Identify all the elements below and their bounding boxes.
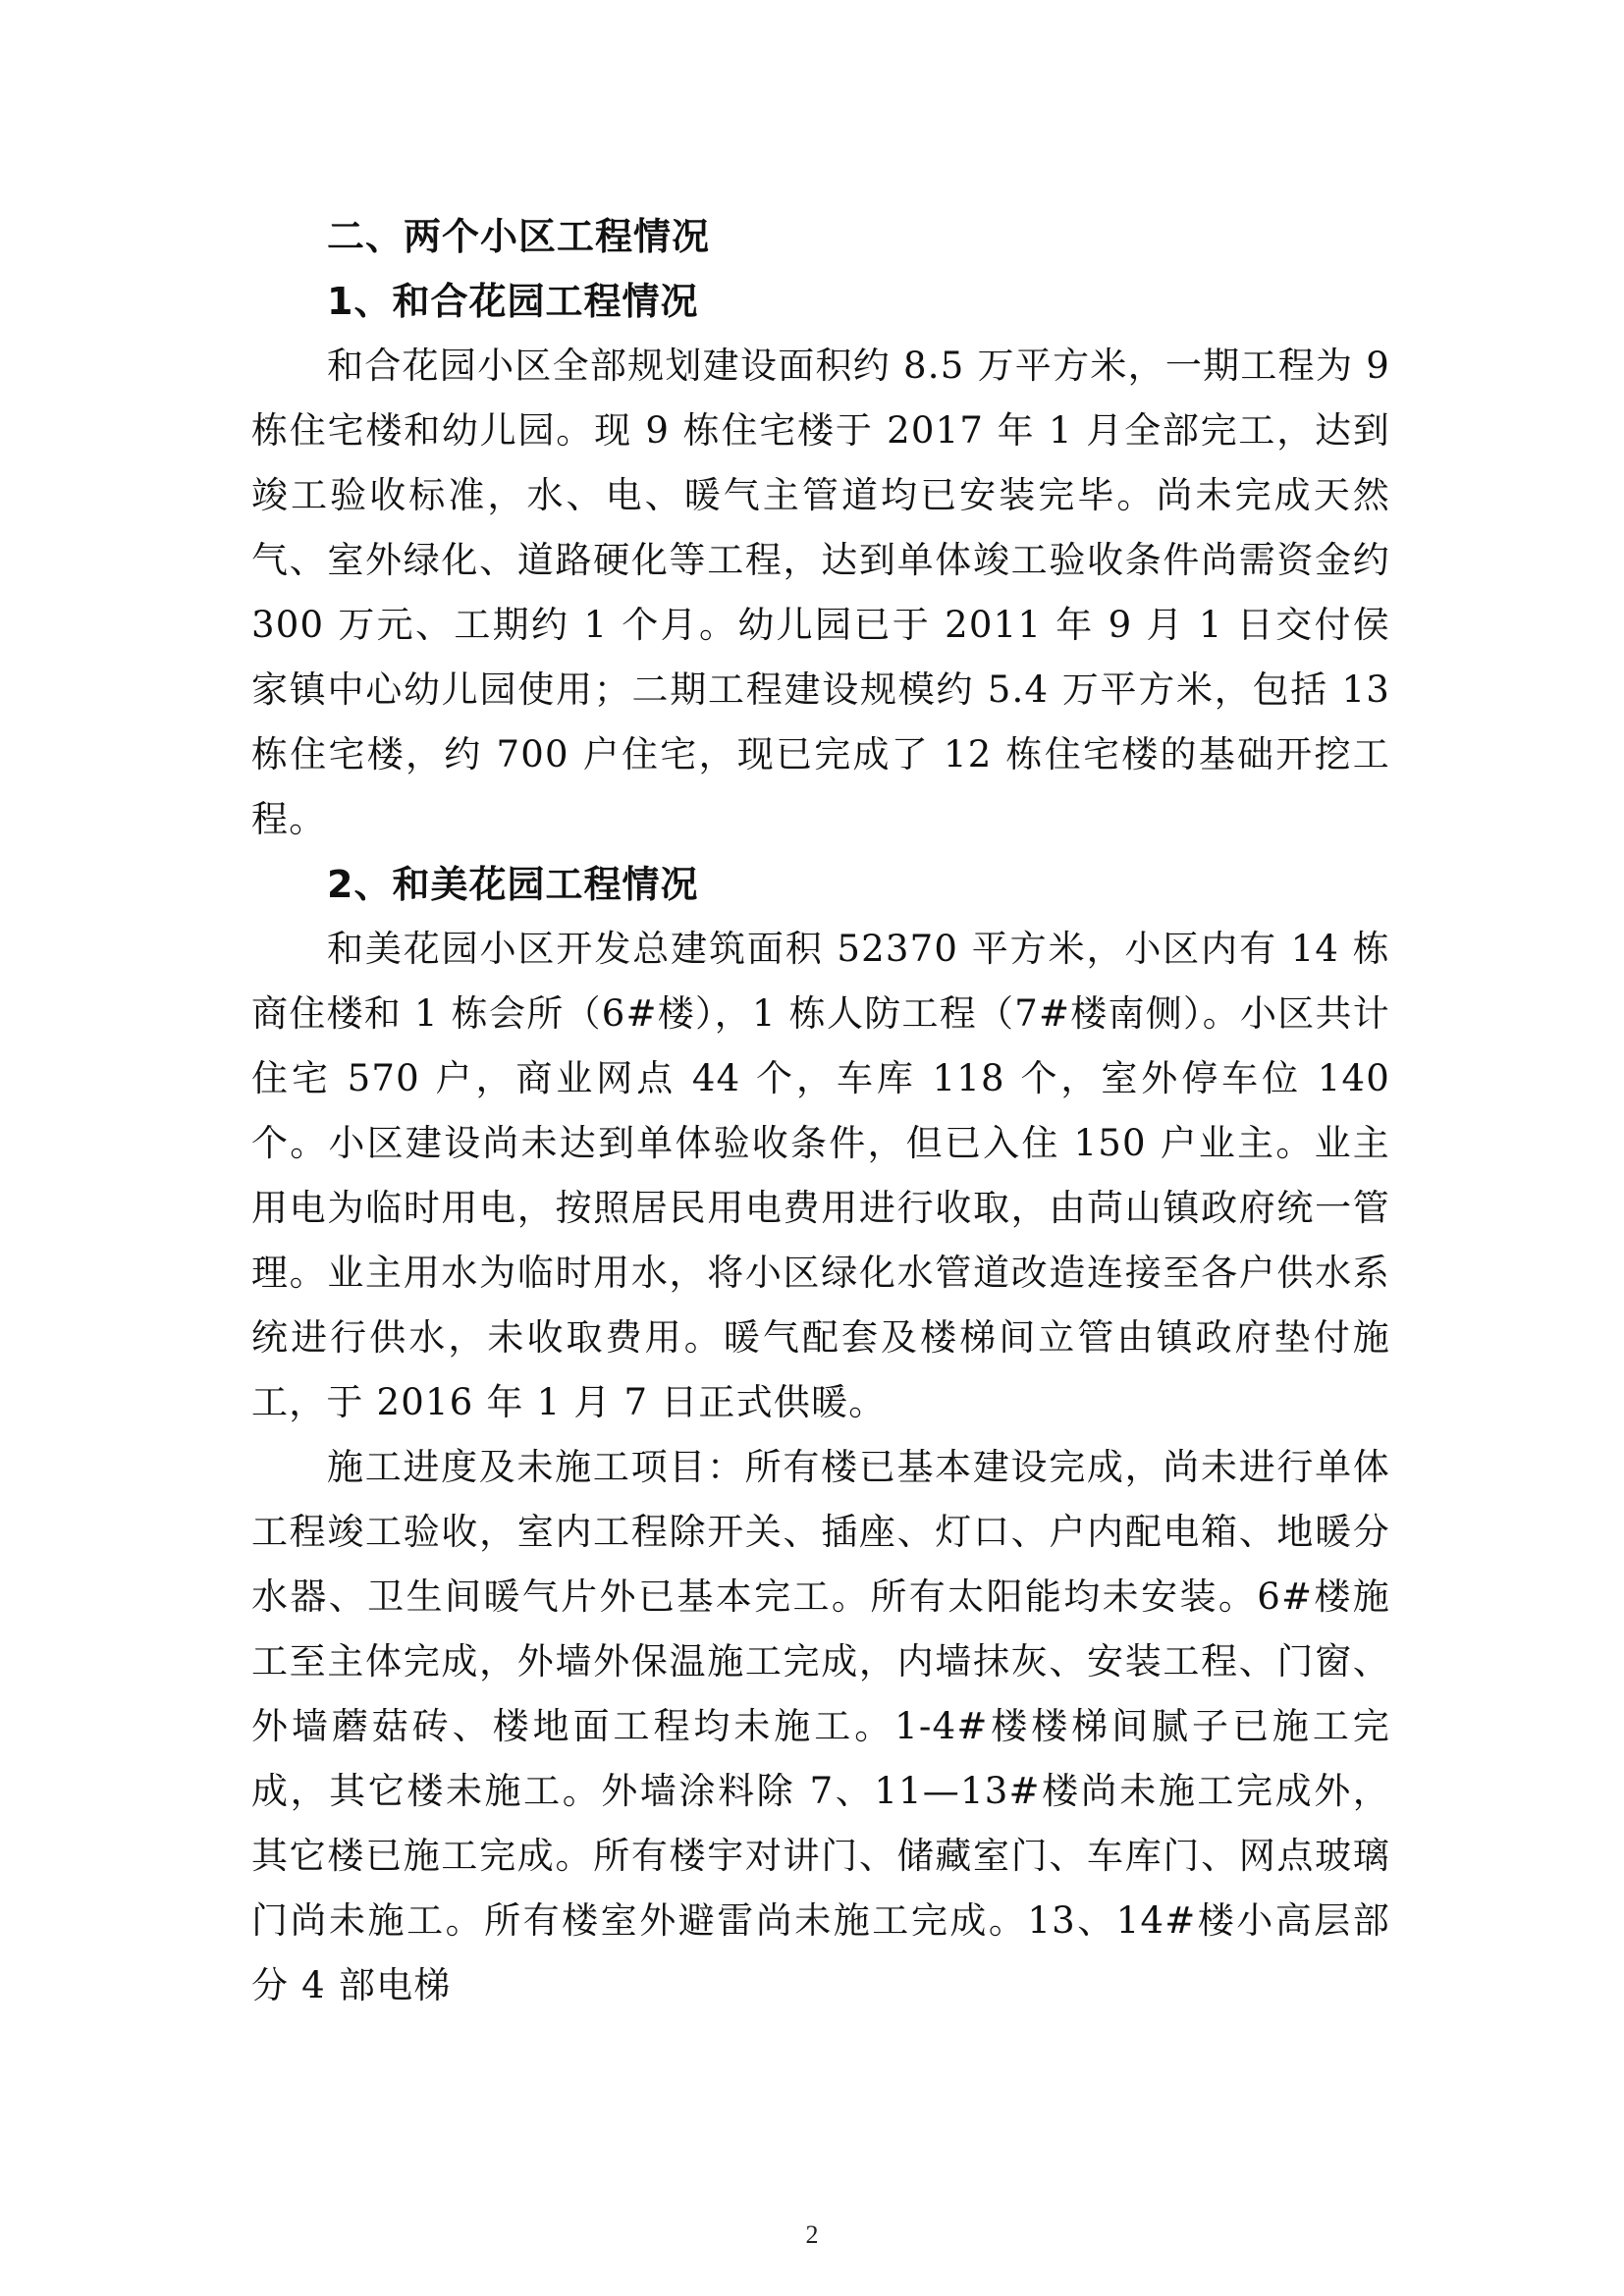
document-body bbox=[251, 204, 1390, 2018]
section-heading: 二、两个小区工程情况 bbox=[327, 215, 711, 258]
paragraph-hehe-garden: 和合花园小区全部规划建设面积约 8.5 万平方米，一期工程为 9 栋住宅楼和幼儿园。现 9 栋住宅楼于 2017 年 1 月全部完工，达到竣工验收标准，水、电、暖气主管道均已安装完毕。尚未完成天然气、室外绿化、道路硬化等工程，达到单体竣工验收条件尚需资金约 300 万元、工期约 1 个月。幼儿园已于 2011 年 9 月 1 日交付侯家镇中心幼儿园使用；二期工程建设规模约 5.4 万平方米，包括 13 栋住宅楼，约 700 户住宅，现已完成了 12 栋住宅楼的基础开挖工程。 bbox=[251, 345, 1390, 840]
subsection-heading-hehe-garden: 1、和合花园工程情况 bbox=[327, 280, 699, 323]
subsection-heading-hemei-garden: 2、和美花园工程情况 bbox=[327, 863, 699, 906]
paragraph-hemei-garden-overview: 和美花园小区开发总建筑面积 52370 平方米，小区内有 14 栋商住楼和 1 栋会所（6#楼），1 栋人防工程（7#楼南侧）。小区共计住宅 570 户，商业网点 44 个，车库 118 个，室外停车位 140 个。小区建设尚未达到单体验收条件，但已入住 150 户业主。业主用电为临时用电，按照居民用电费用进行收取，由苘山镇政府统一管理。业主用水为临时用水，将小区绿化水管道改造连接至各户供水系统进行供水，未收取费用。暖气配套及楼梯间立管由镇政府垫付施工，于 2016 年 1 月 7 日正式供暖。 bbox=[251, 928, 1390, 1423]
page-number: 2 bbox=[805, 2220, 819, 2249]
paragraph-hemei-garden-progress: 施工进度及未施工项目：所有楼已基本建设完成，尚未进行单体工程竣工验收，室内工程除开关、插座、灯口、户内配电箱、地暖分水器、卫生间暖气片外已基本完工。所有太阳能均未安装。6#楼施工至主体完成，外墙外保温施工完成，内墙抹灰、安装工程、门窗、外墙蘑菇砖、楼地面工程均未施工。1-4#楼楼梯间腻子已施工完成，其它楼未施工。外墙涂料除 7、11—13#楼尚未施工完成外，其它楼已施工完成。所有楼宇对讲门、储藏室门、车库门、网点玻璃门尚未施工。所有楼室外避雷尚未施工完成。13、14#楼小高层部分 4 部电梯 bbox=[251, 1446, 1390, 2006]
